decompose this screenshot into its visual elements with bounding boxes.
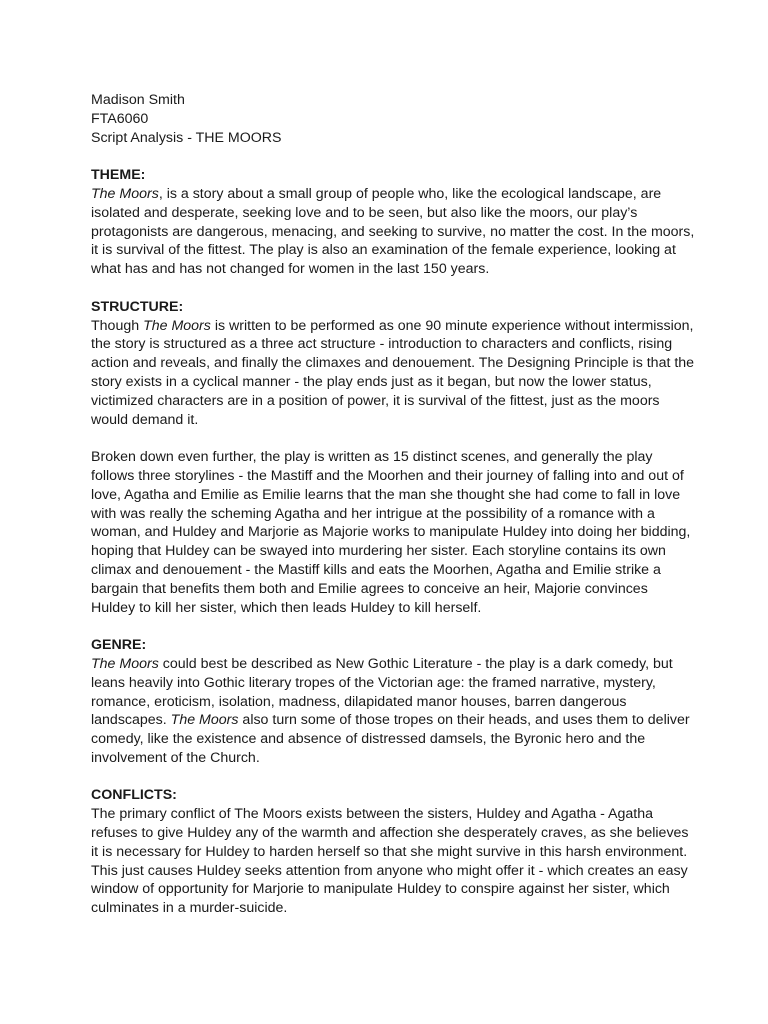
conflicts-heading: CONFLICTS: xyxy=(91,787,177,804)
theme-paragraph: The Moors, is a story about a small group of people who, like the ecological landscape, are isolated and desperate, seeking love and to be seen, but also like the moors, our play’s protagonists are dangerous, menacing, and seeking to survive, no matter the cost. In the moors, it is survival of the fittest. The play is also an examination of the female experience, looking at what has and has not changed for women in the last 150 years. xyxy=(91,185,695,278)
document-title: Script Analysis - THE MOORS xyxy=(91,129,282,146)
genre-paragraph: The Moors could best be described as New Gothic Literature - the play is a dark comedy, but leans heavily into Gothic literary tropes of the Victorian age: the framed narrative, mystery, romance, eroticism, isolation, madness, dilapidated manor houses, barren dangerous landscapes. The Moors also turn some of those tropes on their heads, and uses them to deliver comedy, like the existence and absence of distressed damsels, the Byronic hero and the involvement of the Church. xyxy=(91,655,690,766)
conflicts-paragraph: The primary conflict of The Moors exists between the sisters, Huldey and Agatha - Agatha refuses to give Huldey any of the warmth and affection she desperately craves, as she believes it is necessary for Huldey to harden herself so that she might survive in this harsh environment. This just causes Huldey seeks attention from anyone who might offer it - which creates an easy window of opportunity for Marjorie to manipulate Huldey to conspire against her sister, which culminates in a murder-suicide. xyxy=(91,806,689,917)
structure-italic-title: The Moors xyxy=(143,317,211,334)
theme-heading: THEME: xyxy=(91,167,146,184)
genre-italic-title-2: The Moors xyxy=(170,712,239,729)
theme-italic-title: The Moors xyxy=(91,185,159,202)
structure-section xyxy=(91,298,695,618)
course-code: FTA6060 xyxy=(91,110,149,127)
structure-paragraph-1: Though The Moors is written to be performed as one 90 minute experience without intermission, the story is structured as a three act structure - introduction to characters and conflicts, rising action and reveals, and finally the climaxes and denouement. The Designing Principle is that the story exists in a cyclical manner - the play ends just as it began, but now the lower status, victimized characters are in a position of power, it is survival of the fittest, just as the moors would demand it. xyxy=(91,317,695,428)
conflicts-section xyxy=(91,786,691,918)
structure-paragraph-2: Broken down even further, the play is written as 15 distinct scenes, and generally the play follows three storylines - the Mastiff and the Moorhen and their journey of falling into and out of love, Agatha and Emilie as Emilie learns that the man she thought she had come to fall in love with was really the scheming Agatha and her intrigue at the possibility of a romance with a woman, and Huldey and Marjorie as Majorie works to manipulate Huldey into doing her bidding, hoping that Huldey can be swayed into murdering her sister. Each storyline contains its own climax and denouement - the Mastiff kills and eats the Moorhen, Agatha and Emilie strike a bargain that benefits them both and Emilie agrees to conceive an heir, Majorie convinces Huldey to kill her sister, which then leads Huldey to kill herself. xyxy=(91,449,691,616)
document-header xyxy=(91,91,691,147)
document-page xyxy=(91,91,695,918)
structure-heading: STRUCTURE: xyxy=(91,298,184,315)
theme-section xyxy=(91,166,695,279)
author-name: Madison Smith xyxy=(91,92,185,108)
genre-italic-title-1: The Moors xyxy=(91,655,159,672)
genre-heading: GENRE: xyxy=(91,637,147,654)
genre-section xyxy=(91,636,691,768)
